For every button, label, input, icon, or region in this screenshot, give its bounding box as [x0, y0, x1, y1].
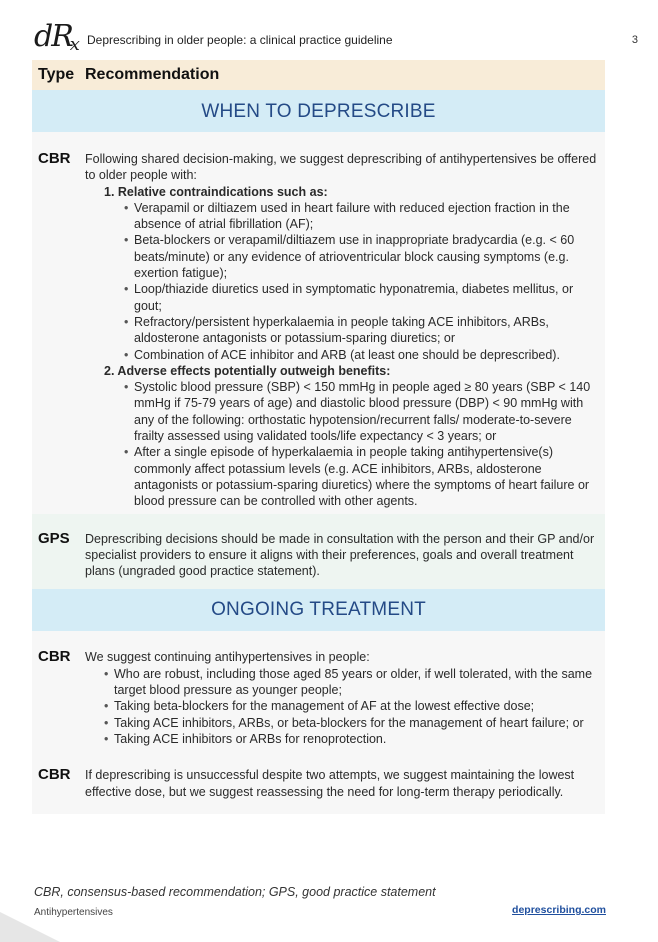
document-title: Deprescribing in older people: a clinical practice guideline: [87, 33, 393, 47]
bullet-item: • Taking ACE inhibitors or ARBs for renoprotection.: [114, 731, 601, 747]
page-number: 3: [631, 34, 638, 46]
recommendation-column-header: Recommendation: [85, 66, 220, 83]
page-header: [0, 0, 658, 58]
section-when-to-deprescribe: WHEN TO DEPRESCRIBE: [32, 90, 605, 132]
drx-logo: dRx: [34, 19, 78, 55]
bullet-item: • Taking ACE inhibitors, ARBs, or beta-blockers for the management of heart failure; or: [114, 715, 601, 731]
recommendation-type: CBR: [38, 648, 71, 666]
recommendation-type: GPS: [38, 529, 70, 547]
bullet-item: • Refractory/persistent hyperkalaemia in people taking ACE inhibitors, ARBs, aldosterone antagonists or potassium-sparing diuretics; or: [134, 314, 601, 347]
recommendation-table: [32, 60, 605, 814]
recommendation-text: If deprescribing is unsuccessful despite two attempts, we suggest maintaining the lowest effective dose, but we suggest reassessing the need for long-term therapy periodically.: [85, 768, 575, 799]
bullet-item: • Verapamil or diltiazem used in heart failure with reduced ejection fraction in the absence of atrial fibrillation (AF);: [134, 200, 601, 233]
bullet-item: • After a single episode of hyperkalaemia in people taking antihypertensive(s) commonly affect potassium levels (e.g. ACE inhibitors, ARBs, aldosterone antagonists or potassium-sparing diuretics) where the symptoms of heart failure or blood pressure can be controlled with other agents.: [134, 444, 601, 509]
recommendation-row-4: [32, 751, 605, 814]
continue-list: [114, 666, 601, 747]
table-header: [32, 60, 605, 90]
recommendation-type: CBR: [38, 766, 71, 784]
recommendation-row-3: [32, 631, 605, 751]
recommendation-intro: We suggest continuing antihypertensives in people:: [85, 650, 370, 665]
page-corner-decoration: [0, 912, 60, 942]
bullet-item: • Taking beta-blockers for the management of AF at the lowest effective dose;: [114, 698, 601, 714]
bullet-item: • Loop/thiazide diuretics used in symptomatic hyponatremia, diabetes mellitus, or gout;: [134, 281, 601, 314]
recommendation-text: Deprescribing decisions should be made in consultation with the person and their GP and/or specialist providers to ensure it aligns with their preferences, goals and overall treatment plans (ungraded good practice statement).: [85, 531, 595, 579]
bullet-item: • Beta-blockers or verapamil/diltiazem use in inappropriate bradycardia (e.g. < 60 beats/minute) or any evidence of atrioventricular block causing symptoms (e.g. exertion fatigue);: [134, 232, 601, 281]
website-link[interactable]: deprescribing.com: [512, 904, 606, 916]
footer-section-name: Antihypertensives: [34, 907, 113, 918]
bullet-item: • Combination of ACE inhibitor and ARB (at least one should be deprescribed).: [134, 347, 601, 363]
group-heading-1: 1. Relative contraindications such as:: [104, 184, 328, 199]
bullet-item: • Who are robust, including those aged 85 years or older, if well tolerated, with the same target blood pressure as younger people;: [114, 666, 601, 699]
section-ongoing-treatment: ONGOING TREATMENT: [32, 589, 605, 631]
group2-list: [134, 379, 601, 509]
type-column-header: Type: [38, 66, 75, 83]
group-heading-2: 2. Adverse effects potentially outweigh benefits:: [104, 363, 391, 378]
recommendation-row-2: [32, 514, 605, 590]
group1-list: [134, 200, 601, 363]
abbreviation-footnote: CBR, consensus-based recommendation; GPS, good practice statement: [34, 885, 436, 899]
recommendation-row-1: [32, 132, 605, 514]
bullet-item: • Systolic blood pressure (SBP) < 150 mmHg in people aged ≥ 80 years (SBP < 140 mmHg if 75-79 years of age) and diastolic blood pressure (DBP) < 90 mmHg with any of the following: orthostatic hypotension/recurrent falls/ moderate-to-severe frailty assessed using validated tools/life expectancy < 3 years; or: [134, 379, 601, 444]
recommendation-intro: Following shared decision-making, we suggest deprescribing of antihypertensives be offered to older people with:: [85, 152, 597, 183]
recommendation-type: CBR: [38, 150, 71, 167]
